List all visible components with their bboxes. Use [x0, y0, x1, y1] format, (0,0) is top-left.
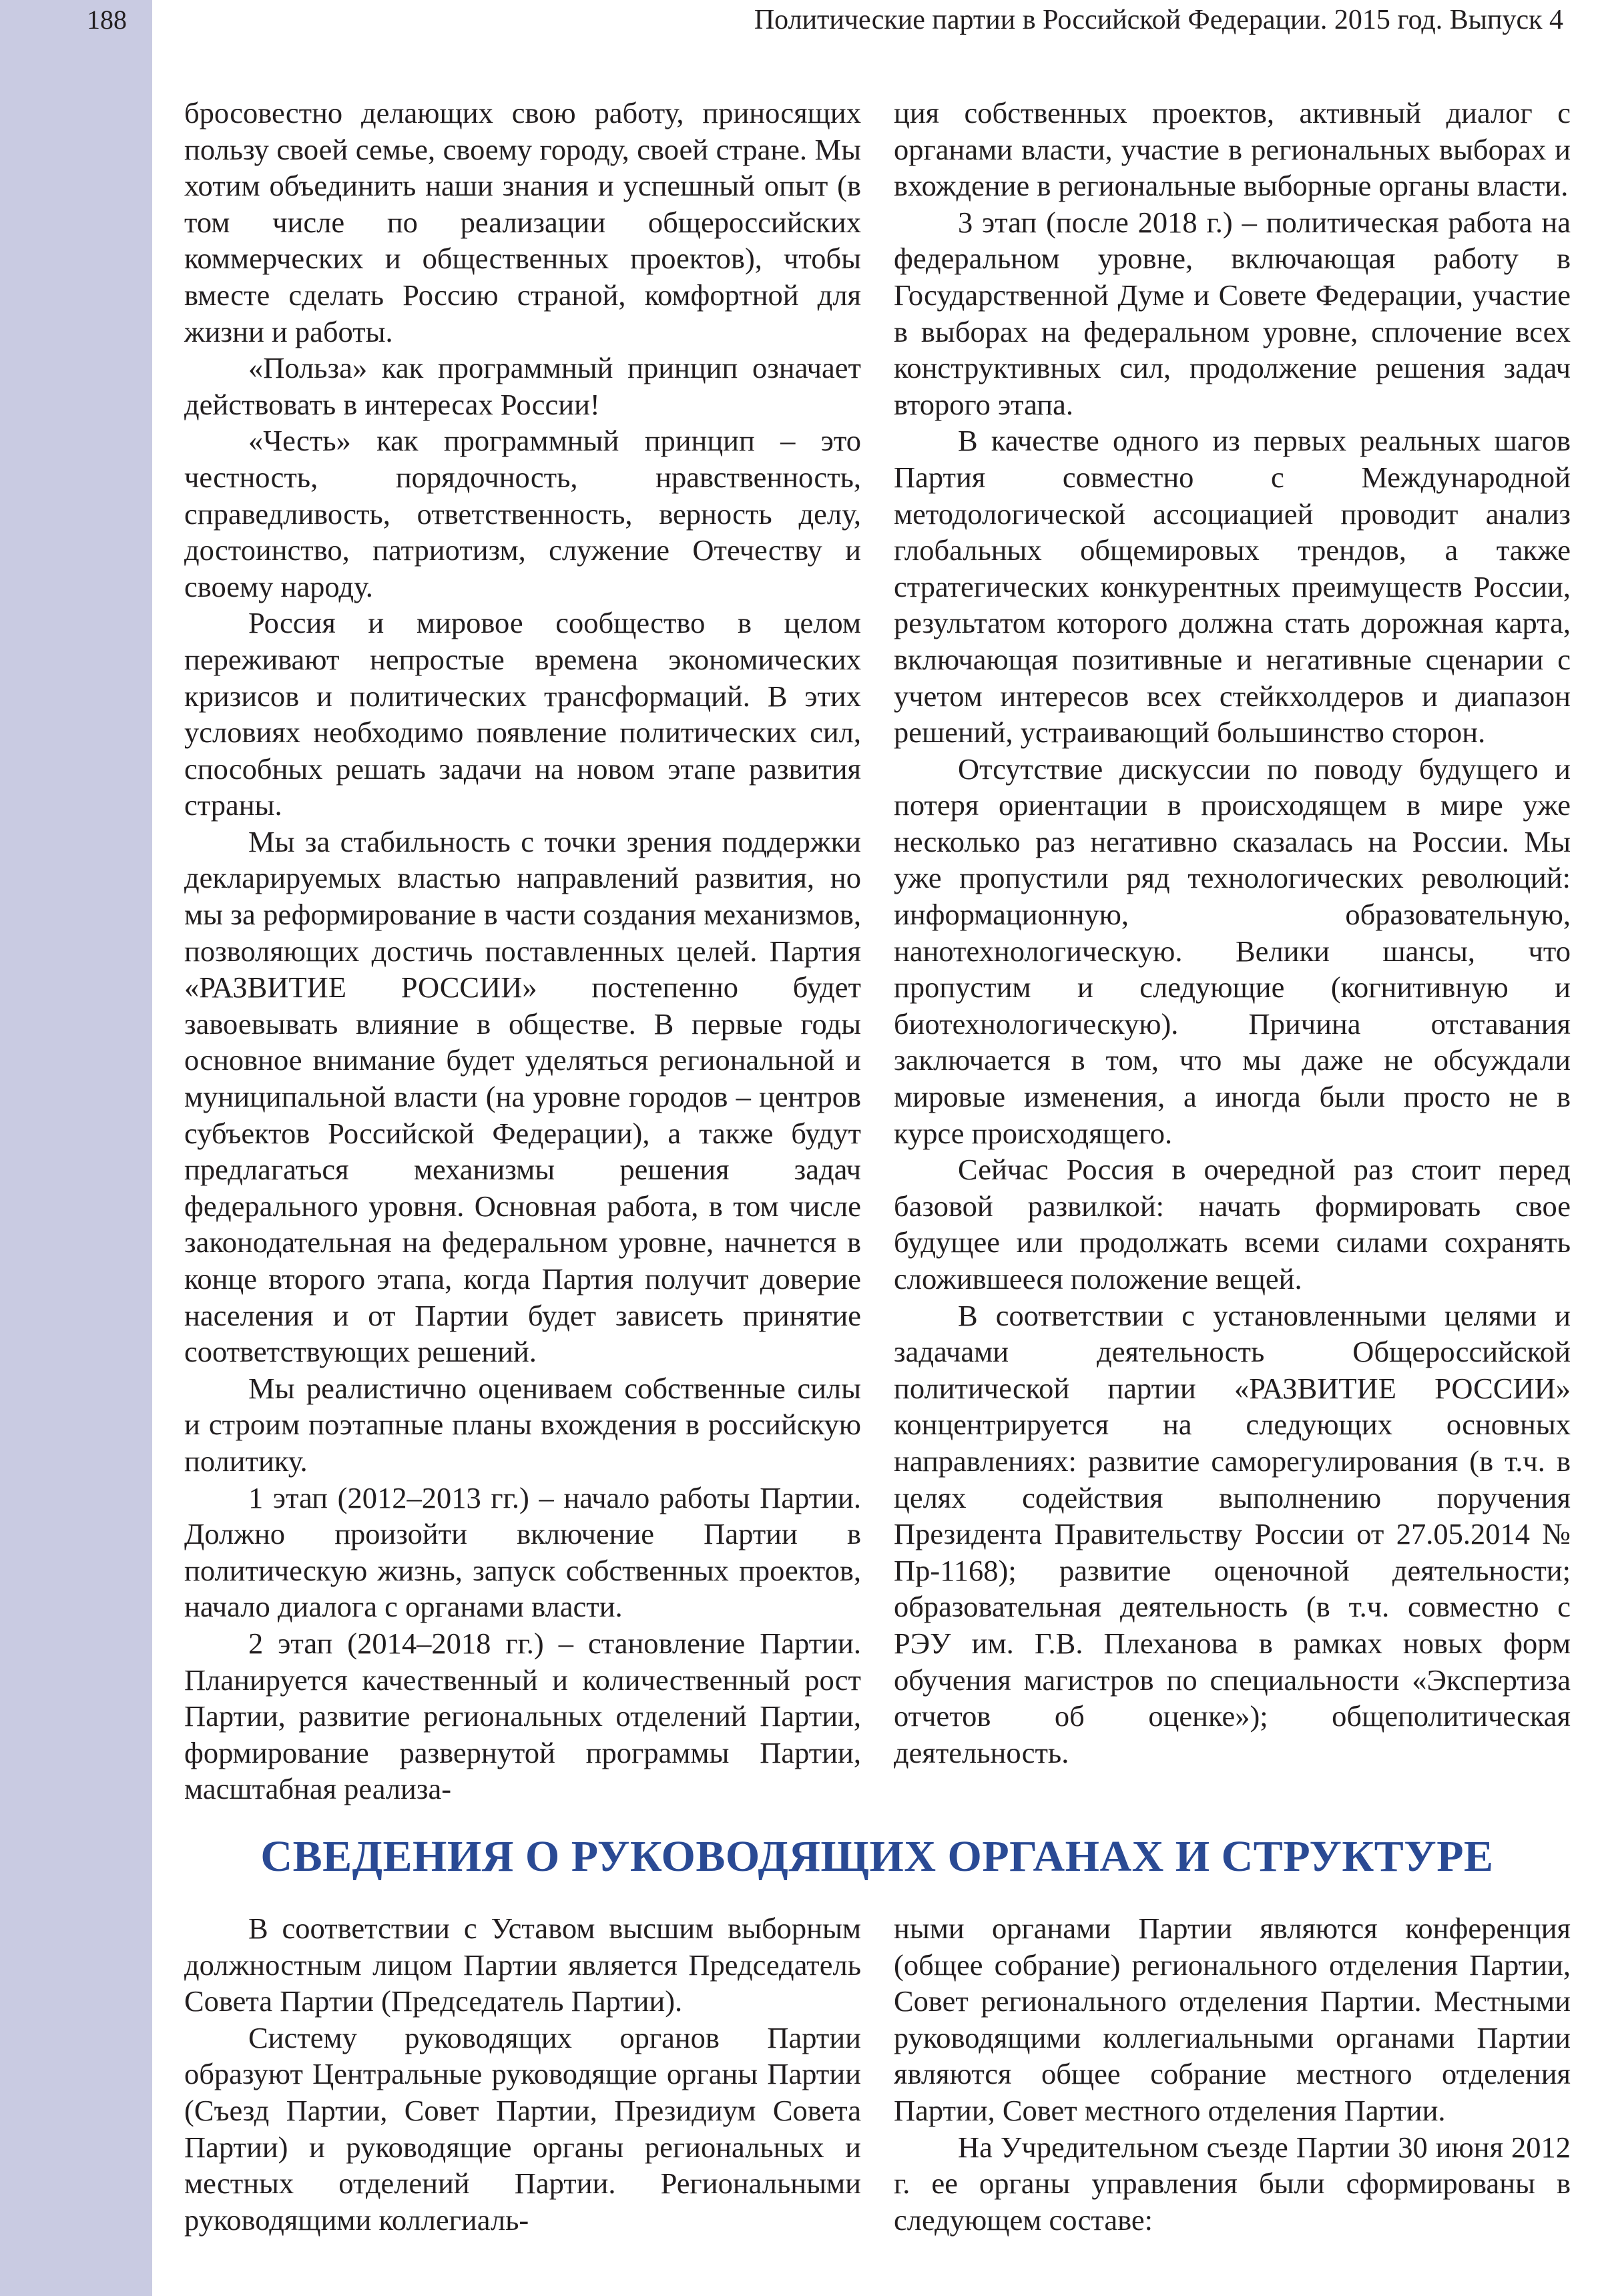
- side-strip: [0, 0, 152, 2296]
- paragraph: Сейчас Россия в очередной раз стоит перед базовой развилкой: начать формировать свое будущее или продолжать всеми силами сохранять сложившееся положение вещей.: [894, 1153, 1571, 1296]
- section-heading: СВЕДЕНИЯ О РУКОВОДЯЩИХ ОРГАНАХ И СТРУКТУРЕ: [260, 1832, 1494, 1881]
- paragraph: В качестве одного из первых реальных шагов Партия совместно с Международной методологической ассоциацией проводит анализ глобальных общемировых трендов, а также стратегических конкурентных преимуществ России, результатом которого должна стать дорожная карта, включающая позитивные и негативные сценарии с учетом интересов всех стейкхолдеров и диапазон решений, устраивающий большинство сторон.: [894, 424, 1571, 750]
- column-top-right: [894, 95, 1571, 1771]
- paragraph: В соответствии с установленными целями и задачами деятельность Общероссийской политической партии «РАЗВИТИЕ РОССИИ» концентрируется на следующих основных направлениях: развитие саморегулирования (в т.ч. в целях содействия выполнению поручения Президента Правительству России от 27.05.2014 № Пр-1168); развитие оценочной деятельности; образовательная деятельность (в т.ч. совместно с РЭУ им. Г.В. Плеханова в рамках новых форм обучения магистров по специальности «Экспертиза отчетов об оценке»); общеполитическая деятельность.: [894, 1298, 1571, 1769]
- paragraph: «Польза» как программный принцип означает действовать в интересах России!: [184, 351, 861, 421]
- column-bottom-right: [894, 1910, 1571, 2238]
- paragraph: бросовестно делающих свою работу, приносящих пользу своей семье, своему городу, своей стране. Мы хотим объединить наши знания и успешный опыт (в том числе по реализации общероссийских коммерческих и общественных проектов), чтобы вместе сделать Россию страной, комфортной для жизни и работы.: [184, 96, 861, 348]
- column-bottom-left: [184, 1910, 861, 2238]
- paragraph: В соответствии с Уставом высшим выборным должностным лицом Партии является Председатель Совета Партии (Председатель Партии).: [184, 1912, 861, 2018]
- paragraph: На Учредительном съезде Партии 30 июня 2012 г. ее органы управления были сформированы в следующем составе:: [894, 2130, 1571, 2237]
- paragraph: Мы за стабильность с точки зрения поддержки декларируемых властью направлений развития, но мы за реформирование в части создания механизмов, позволяющих достичь поставленных целей. Партия «РАЗВИТИЕ РОССИИ» постепенно будет завоевывать влияние в обществе. В первые годы основное внимание будет уделяться региональной и муниципальной власти (на уровне городов – центров субъектов Российской Федерации), а также будут предлагаться механизмы решения задач федерального уровня. Основная работа, в том числе законодательная на федеральном уровне, начнется в конце второго этапа, когда Партия получит доверие населения и от Партии будет зависеть принятие соответствующих решений.: [184, 824, 861, 1369]
- paragraph: ция собственных проектов, активный диалог с органами власти, участие в региональных выборах и вхождение в региональные выборные органы власти.: [894, 96, 1571, 203]
- paragraph: ными органами Партии являются конференция (общее собрание) регионального отделения Партии, Совет регионального отделения Партии. Местными руководящими коллегиальными органами Партии являются общее собрание местного отделения Партии, Совет местного отделения Партии.: [894, 1912, 1571, 2127]
- paragraph: 1 этап (2012–2013 гг.) – начало работы Партии. Должно произойти включение Партии в политическую жизнь, запуск собственных проектов, начало диалога с органами власти.: [184, 1480, 861, 1624]
- paragraph: Россия и мировое сообщество в целом переживают непростые времена экономических кризисов и политических трансформаций. В этих условиях необходимо появление политических сил, способных решать задачи на новом этапе развития страны.: [184, 606, 861, 822]
- paragraph: Мы реалистично оцениваем собственные силы и строим поэтапные планы вхождения в российскую политику.: [184, 1371, 861, 1478]
- paragraph: «Честь» как программный принцип – это честность, порядочность, нравственность, справедливость, ответственность, верность делу, достоинство, патриотизм, служение Отечеству и своему народу.: [184, 424, 861, 603]
- paragraph: Систему руководящих органов Партии образуют Центральные руководящие органы Партии (Съезд Партии, Совет Партии, Президиум Совета Партии) и руководящие органы региональных и местных отделений Партии. Региональными руководящими коллегиаль-: [184, 2020, 861, 2237]
- running-title: Политические партии в Российской Федерации. 2015 год. Выпуск 4: [754, 5, 1563, 35]
- page-number: 188: [87, 5, 127, 35]
- paragraph: 2 этап (2014–2018 гг.) – становление Партии. Планируется качественный и количественный рост Партии, развитие региональных отделений Партии, формирование развернутой программы Партии, масштабная реализа-: [184, 1626, 861, 1806]
- column-top-left: [184, 95, 861, 1807]
- paragraph: Отсутствие дискуссии по поводу будущего и потеря ориентации в происходящем в мире уже несколько раз негативно сказалась на России. Мы уже пропустили ряд технологических революций: информационную, образовательную, нанотехнологическую. Велики шансы, что пропустим и следующие (когнитивную и биотехнологическую). Причина отставания заключается в том, что мы даже не обсуждали мировые изменения, а иногда были просто не в курсе происходящего.: [894, 752, 1571, 1150]
- paragraph: 3 этап (после 2018 г.) – политическая работа на федеральном уровне, включающая работу в Государственной Думе и Совете Федерации, участие в выборах на федеральном уровне, сплочение всех конструктивных сил, продолжение решения задач второго этапа.: [894, 205, 1571, 421]
